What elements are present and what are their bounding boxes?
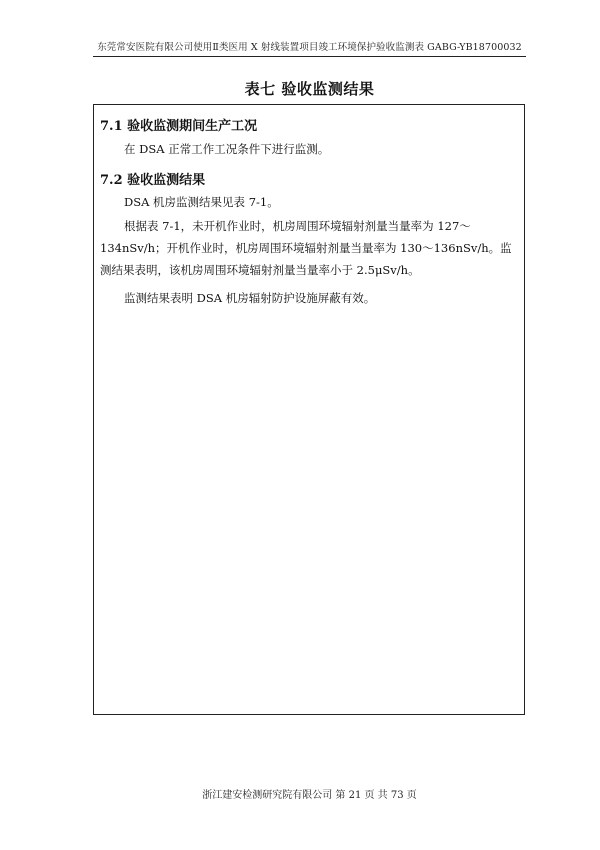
section-heading-7-2: 7.2 验收监测结果 bbox=[100, 173, 206, 188]
header-divider bbox=[93, 56, 526, 57]
paragraph-operating-condition: 在 DSA 正常工作工况条件下进行监测。 bbox=[124, 142, 330, 156]
paragraph-dose-rate-results: 根据表 7-1，未开机作业时，机房周围环境辐射剂量当量率为 127～134nSv/h；开机作业时，机房周围环境辐射剂量当量率为 130～136nSv/h。监测结果表明，该机房周围环境辐射剂量当量率小于 2.5μSv/h。 bbox=[100, 219, 512, 277]
section-heading-7-1: 7.1 验收监测期间生产工况 bbox=[100, 119, 258, 134]
paragraph-results-reference: DSA 机房监测结果见表 7-1。 bbox=[124, 195, 279, 209]
page-header: 东莞常安医院有限公司使用Ⅱ类医用 X 射线装置项目竣工环境保护验收监测表 GABG-YB18700032 bbox=[97, 42, 522, 53]
page-footer: 浙江建安检测研究院有限公司 第 21 页 共 73 页 bbox=[202, 790, 417, 801]
paragraph-conclusion: 监测结果表明 DSA 机房辐射防护设施屏蔽有效。 bbox=[124, 291, 376, 305]
results-table-box bbox=[93, 104, 525, 715]
table-title: 表七 验收监测结果 bbox=[244, 80, 375, 98]
